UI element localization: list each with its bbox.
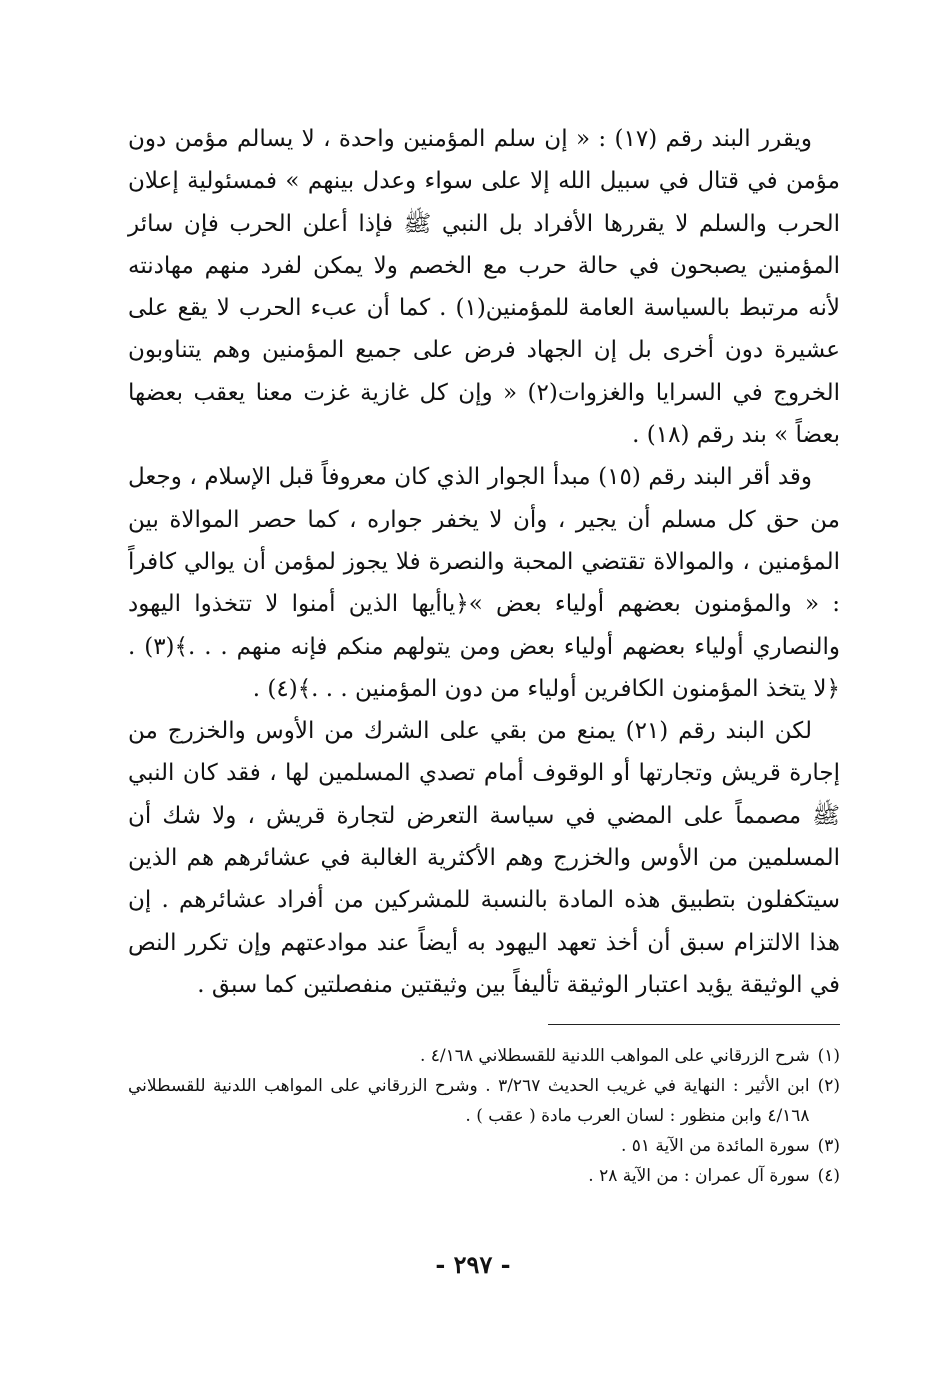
footnote-text: ابن الأثير : النهاية في غريب الحديث ٣/٢٦٧ . وشرح الزرقاني على المواهب اللدنية للقسطلاني ٤/١٦٨ وابن منظور : لسان العرب مادة ( عقب ) . — [128, 1076, 810, 1127]
footnote-number: (١) — [817, 1046, 840, 1067]
footnote-number: (٤) — [817, 1166, 840, 1187]
body-paragraph-2: وقد أقر البند رقم (١٥) مبدأ الجوار الذي كان معروفاً قبل الإسلام ، وجعل من حق كل مسلم أن يجير ، وأن لا يخفر جواره ، كما حصر الموالاة بين المؤمنين ، والموالاة تقتضي المحبة والنصرة فلا يجوز لمؤمن أن يوالي كافراً : « والمؤمنون بعضهم أولياء بعض »﴿ياأيها الذين أمنوا لا تتخذوا اليهود والنصاري أولياء بعضهم أولياء بعض ومن يتولهم منكم فإنه منهم . . .﴾(٣) . ﴿لا يتخذ المؤمنون الكافرين أولياء من دون المؤمنين . . .﴾(٤) . — [128, 464, 840, 702]
footnote-text: سورة آل عمران : من الآية ٢٨ . — [588, 1166, 810, 1187]
footnote-number: (٣) — [817, 1136, 840, 1157]
footnote-text: سورة المائدة من الآية ٥١ . — [620, 1136, 810, 1157]
footnote-4 — [128, 1161, 840, 1191]
body-paragraph-3: لكن البند رقم (٢١) يمنع من بقي على الشرك من الأوس والخزرج من إجارة قريش وتجارتها أو الوقوف أمام تصدي المسلمين لها ، فقد كان النبي ﷺ مصمماً على المضي في سياسة التعرض لتجارة قريش ، ولا شك أن المسلمين من الأوس والخزرج وهم الأكثرية الغالبة في عشائرهم هم الذين سيتكفلون بتطبيق هذه المادة بالنسبة للمشركين من أفراد عشائرهم . إن هذا الالتزام سبق أن أخذ تعهد اليهود به أيضاً عند موادعتهم وإن تكرر النص في الوثيقة يؤيد اعتبار الوثيقة تأليفاً بين وثيقتين منفصلتين كما سبق . — [128, 718, 840, 998]
footnote-number: (٢) — [817, 1076, 840, 1097]
page-content — [128, 118, 840, 1191]
footnote-3 — [128, 1131, 840, 1161]
footnote-divider — [548, 1024, 840, 1025]
page-number: - ٢٩٧ - — [435, 1250, 511, 1279]
footnotes — [128, 1041, 840, 1191]
body-paragraph-1: ويقرر البند رقم (١٧) : « إن سلم المؤمنين واحدة ، لا يسالم مؤمن دون مؤمن في قتال في سبيل الله إلا على سواء وعدل بينهم » فمسئولية إعلان الحرب والسلم لا يقررها الأفراد بل النبي ﷺ فإذا أعلن الحرب فإن سائر المؤمنين يصبحون في حالة حرب مع الخصم ولا يمكن لفرد منهم مهادنته لأنه مرتبط بالسياسة العامة للمؤمنين(١) . كما أن عبء الحرب لا يقع على عشيرة دون أخرى بل إن الجهاد فرض على جميع المؤمنين وهم يتناوبون الخروج في السرايا والغزوات(٢) « وإن كل غازية غزت معنا يعقب بعضها بعضاً » بند رقم (١٨) . — [128, 126, 840, 449]
footnote-1 — [128, 1041, 840, 1071]
footnote-2 — [128, 1071, 840, 1131]
footnote-text: شرح الزرقاني على المواهب اللدنية للقسطلاني ٤/١٦٨ . — [419, 1046, 810, 1067]
